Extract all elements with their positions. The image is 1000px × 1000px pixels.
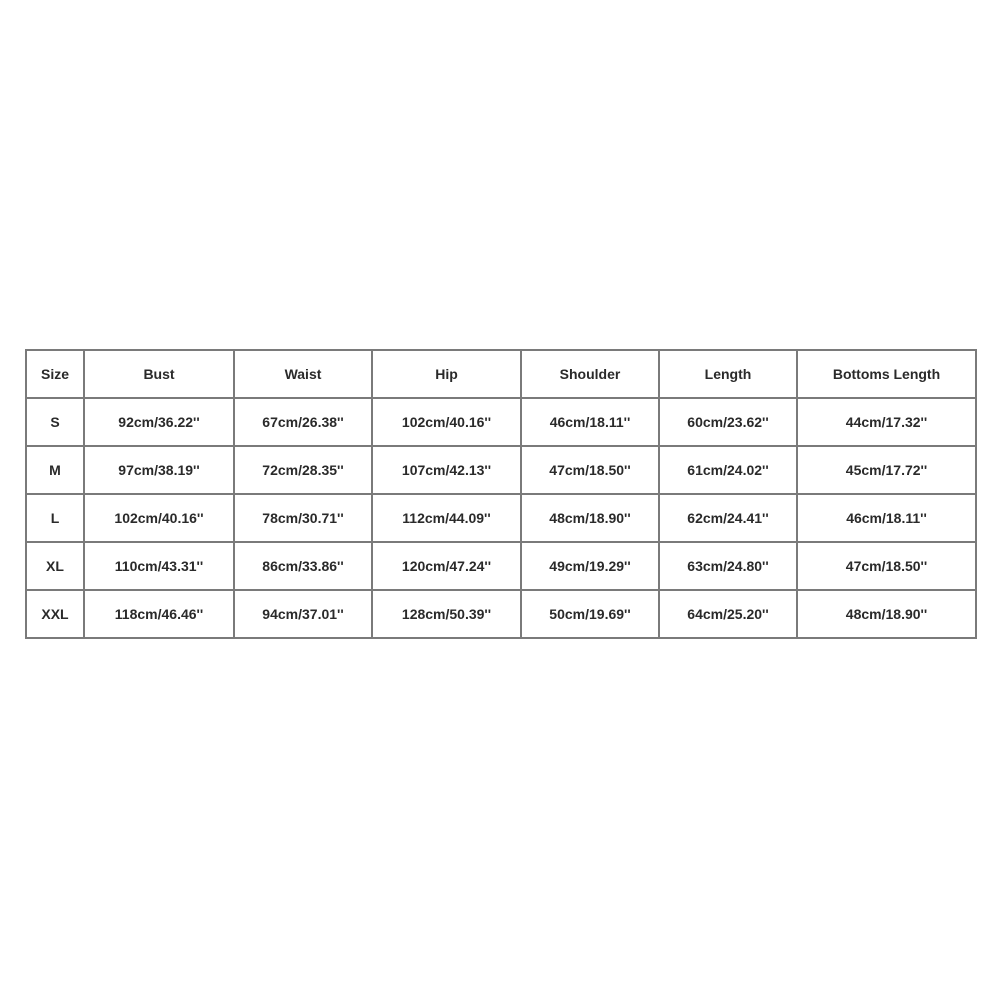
size-cell: S [26, 398, 84, 446]
bust-cell: 118cm/46.46'' [84, 590, 234, 638]
length-cell: 62cm/24.41'' [659, 494, 797, 542]
bottoms-length-cell: 48cm/18.90'' [797, 590, 976, 638]
header-size: Size [26, 350, 84, 398]
size-cell: L [26, 494, 84, 542]
hip-cell: 112cm/44.09'' [372, 494, 521, 542]
shoulder-cell: 46cm/18.11'' [521, 398, 659, 446]
shoulder-cell: 48cm/18.90'' [521, 494, 659, 542]
hip-cell: 107cm/42.13'' [372, 446, 521, 494]
bottoms-length-cell: 44cm/17.32'' [797, 398, 976, 446]
header-length: Length [659, 350, 797, 398]
length-cell: 63cm/24.80'' [659, 542, 797, 590]
table-row [26, 590, 976, 638]
bust-cell: 110cm/43.31'' [84, 542, 234, 590]
waist-cell: 86cm/33.86'' [234, 542, 372, 590]
bottoms-length-cell: 45cm/17.72'' [797, 446, 976, 494]
bust-cell: 97cm/38.19'' [84, 446, 234, 494]
size-chart-table [25, 349, 977, 639]
header-bust: Bust [84, 350, 234, 398]
bottoms-length-cell: 46cm/18.11'' [797, 494, 976, 542]
bottoms-length-cell: 47cm/18.50'' [797, 542, 976, 590]
hip-cell: 102cm/40.16'' [372, 398, 521, 446]
header-bottoms-length: Bottoms Length [797, 350, 976, 398]
size-cell: XL [26, 542, 84, 590]
table-row [26, 542, 976, 590]
bust-cell: 92cm/36.22'' [84, 398, 234, 446]
size-cell: XXL [26, 590, 84, 638]
header-shoulder: Shoulder [521, 350, 659, 398]
shoulder-cell: 50cm/19.69'' [521, 590, 659, 638]
bust-cell: 102cm/40.16'' [84, 494, 234, 542]
table-row [26, 446, 976, 494]
waist-cell: 94cm/37.01'' [234, 590, 372, 638]
waist-cell: 67cm/26.38'' [234, 398, 372, 446]
hip-cell: 128cm/50.39'' [372, 590, 521, 638]
waist-cell: 78cm/30.71'' [234, 494, 372, 542]
table-header-row [26, 350, 976, 398]
shoulder-cell: 49cm/19.29'' [521, 542, 659, 590]
length-cell: 61cm/24.02'' [659, 446, 797, 494]
waist-cell: 72cm/28.35'' [234, 446, 372, 494]
hip-cell: 120cm/47.24'' [372, 542, 521, 590]
shoulder-cell: 47cm/18.50'' [521, 446, 659, 494]
header-waist: Waist [234, 350, 372, 398]
table-row [26, 494, 976, 542]
header-hip: Hip [372, 350, 521, 398]
table-row [26, 398, 976, 446]
length-cell: 64cm/25.20'' [659, 590, 797, 638]
length-cell: 60cm/23.62'' [659, 398, 797, 446]
size-cell: M [26, 446, 84, 494]
